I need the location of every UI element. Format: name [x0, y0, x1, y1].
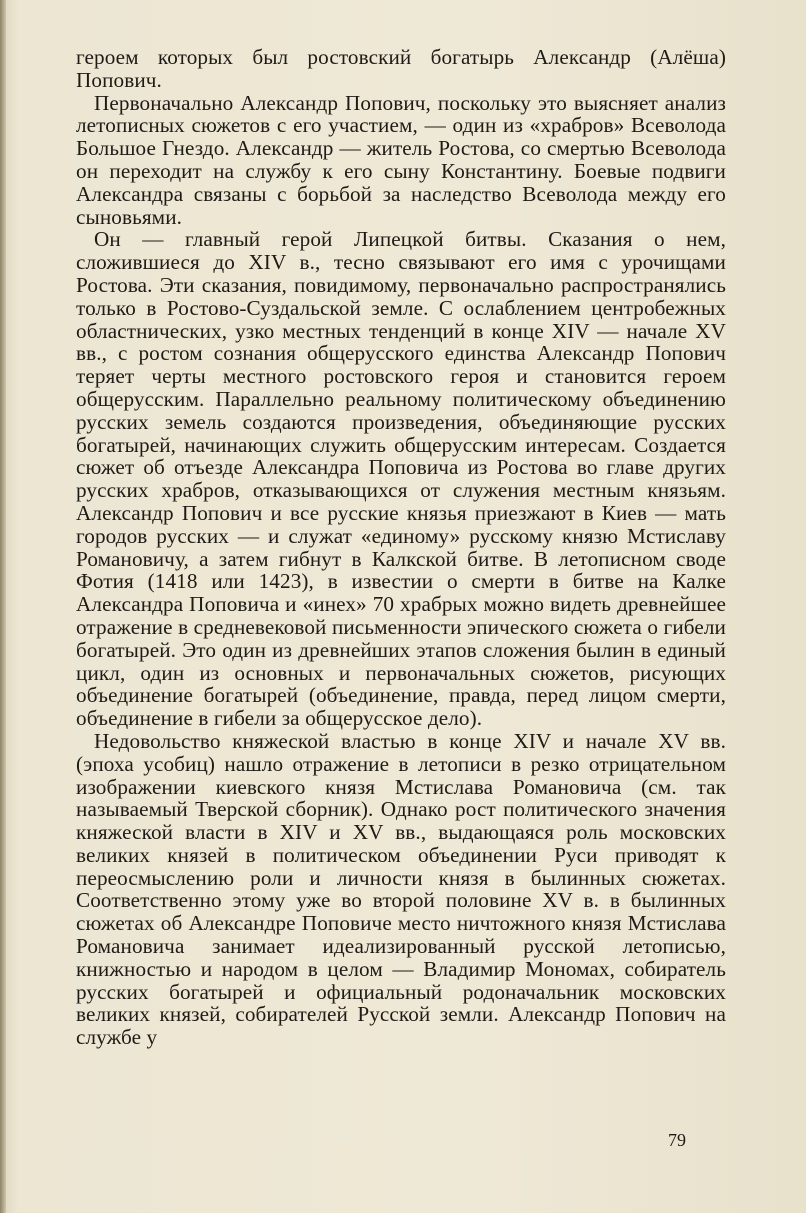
paragraph-3: Он — главный герой Липецкой битвы. Сказания о нем, сложившиеся до XIV в., тесно связывают его имя с урочищами Ростова. Эти сказания, повидимому, первоначально распространялись только в Ростово-Суздальской земле. С ослаблением центробежных областнических, узко местных тенденций в конце XIV — начале XV вв., с ростом сознания общерусского единства Александр Попович теряет черты местного ростовского героя и становится героем общерусским. Параллельно реальному политическому объединению русских земель создаются произведения, объединяющие русских богатырей, начинающих служить общерусским интересам. Создается сюжет об отъезде Александра Поповича из Ростова во главе других русских храбров, отказывающихся от служения местным князьям. Александр Попович и все русские князья приезжают в Киев — мать городов русских — и служат «единому» русскому князю Мстиславу Романовичу, а затем гибнут в Калкской битве. В летописном своде Фотия (1418 или 1423), в известии о смерти в битве на Калке Александра Поповича и «инех» 70 храбрых можно видеть древнейшее отражение в средневековой письменности эпического сюжета о гибели богатырей. Это один из древнейших этапов сложения былин в единый цикл, один из основных и первоначальных сюжетов, рисующих объединение богатырей (объединение, правда, перед лицом смерти, объединение в гибели за общерусское дело). [76, 227, 726, 731]
paragraph-1: героем которых был ростовский богатырь Александр (Алёша) Попович. [76, 45, 726, 92]
paragraph-4: Недовольство княжеской властью в конце XIV и начале XV вв. (эпоха усобиц) нашло отражение в летописи в резко отрицательном изображении киевского князя Мстислава Романовича (см. так называемый Тверской сборник). Однако рост политического значения княжеской власти в XIV и XV вв., выдающаяся роль московских великих князей в политическом объединении Руси приводят к переосмыслению роли и личности князя в былинных сюжетах. Соответственно этому уже во второй половине XV в. в былинных сюжетах об Александре Поповиче место ничтожного князя Мстислава Романовича занимает идеализированный русской летописью, книжностью и народом в целом — Владимир Мономах, собиратель русских богатырей и официальный родоначальник московских великих князей, собирателей Русской земли. Александр Попович на службе у [76, 728, 726, 1050]
page-number: 79 [668, 1130, 686, 1150]
paragraph-2: Первоначально Александр Попович, поскольку это выясняет анализ летописных сюжетов с его участием, — один из «храбров» Всеволода Большое Гнездо. Александр — житель Ростова, со смертью Всеволода он переходит на службу к его сыну Константину. Боевые подвиги Александра связаны с борьбой за наследство Всеволода между его сыновьями. [76, 90, 726, 229]
page-binding-edge [0, 0, 6, 1213]
text-body [76, 46, 726, 1049]
